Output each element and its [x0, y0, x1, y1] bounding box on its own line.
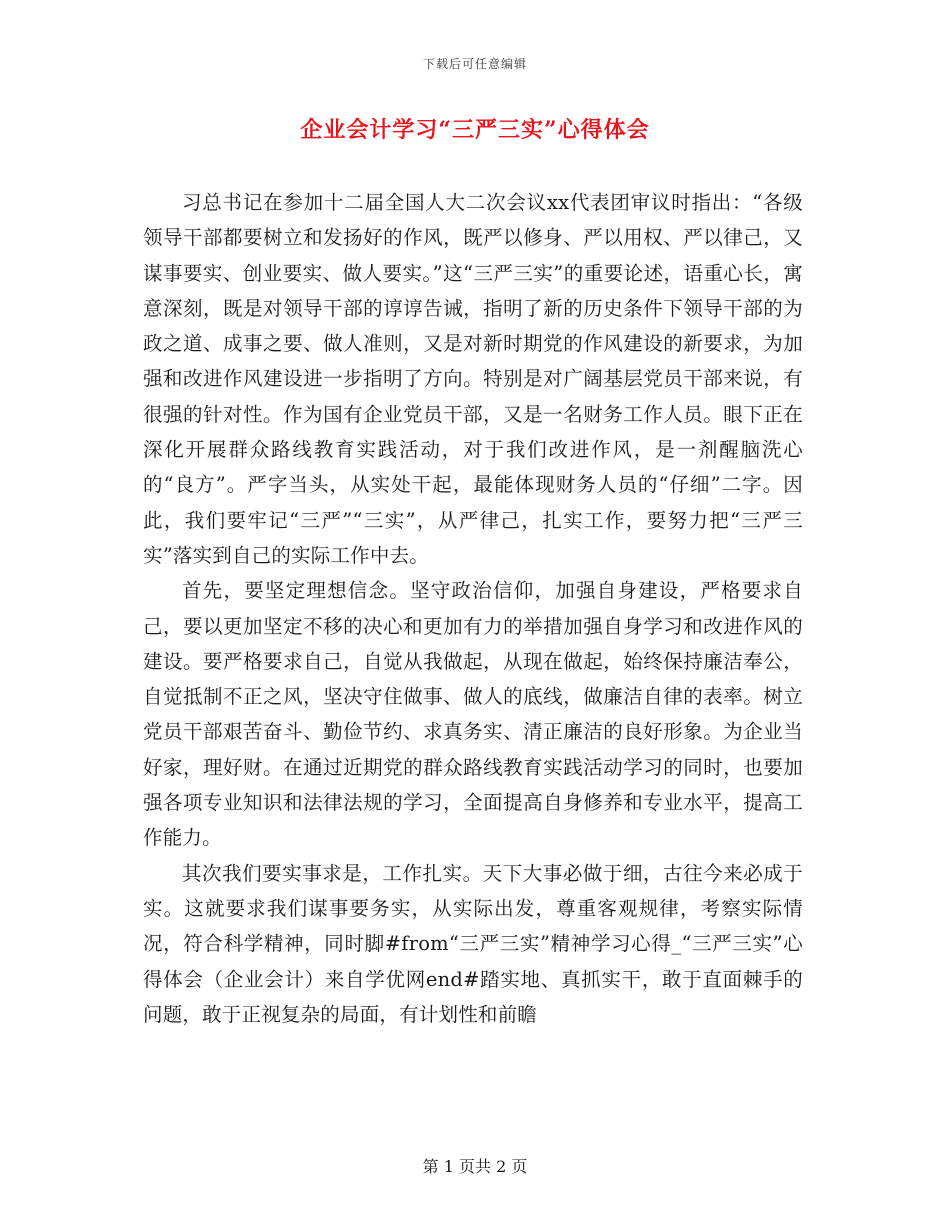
document-body [143, 185, 803, 1032]
paragraph-1: 习总书记在参加十二届全国人大二次会议xx代表团审议时指出：“各级领导干部都要树立和发扬好的作风，既严以修身、严以用权、严以律己，又谋事要实、创业要实、做人要实。”这“三严三实”的重要论述，语重心长，寓意深刻，既是对领导干部的谆谆告诫，指明了新的历史条件下领导干部的为政之道、成事之要、做人准则，又是对新时期党的作风建设的新要求，为加强和改进作风建设进一步指明了方向。特别是对广阔基层党员干部来说，有很强的针对性。作为国有企业党员干部，又是一名财务工作人员。眼下正在深化开展群众路线教育实践活动，对于我们改进作风，是一剂醒脑洗心的“良方”。严字当头，从实处干起，最能体现财务人员的“仔细”二字。因此，我们要牢记“三严”“三实”，从严律己，扎实工作，要努力把“三严三实”落实到自己的实际工作中去。 [143, 191, 803, 567]
document-title: 企业会计学习“三严三实”心得体会 [300, 117, 650, 143]
paragraph-3: 其次我们要实事求是，工作扎实。天下大事必做于细，古往今来必成于实。这就要求我们谋事要务实，从实际出发，尊重客观规律，考察实际情况，符合科学精神，同时脚#from“三严三实”精神学习心得_“三严三实”心得体会（企业会计）来自学优网end#踏实地、真抓实干，敢于直面棘手的问题，敢于正视复杂的局面，有计划性和前瞻 [143, 861, 803, 1026]
header-note: 下载后可任意编辑 [422, 57, 527, 71]
paragraph-2: 首先，要坚定理想信念。坚守政治信仰，加强自身建设，严格要求自己，要以更加坚定不移的决心和更加有力的举措加强自身学习和改进作风的建设。要严格要求自己，自觉从我做起，从现在做起，始终保持廉洁奉公，自觉抵制不正之风，坚决守住做事、做人的底线，做廉洁自律的表率。树立党员干部艰苦奋斗、勤俭节约、求真务实、清正廉洁的良好形象。为企业当好家，理好财。在通过近期党的群众路线教育实践活动学习的同时，也要加强各项专业知识和法律法规的学习，全面提高自身修养和专业水平，提高工作能力。 [143, 579, 803, 850]
page-number: 第 1 页共 2 页 [422, 1157, 528, 1176]
